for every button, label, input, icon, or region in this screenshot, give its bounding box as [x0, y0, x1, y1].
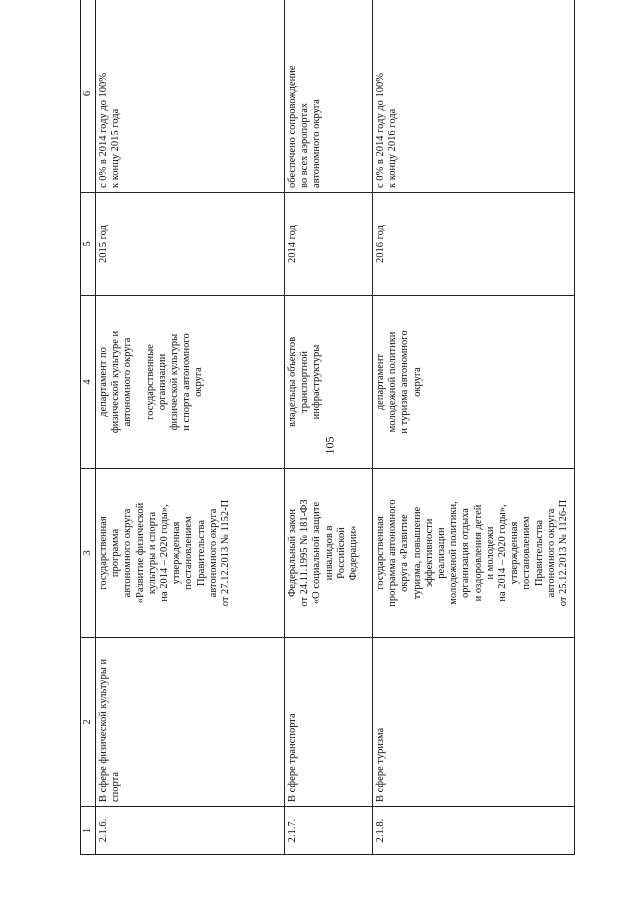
cell-line: утвержденная — [171, 521, 183, 585]
cell-line: транспортной — [299, 351, 311, 413]
table-row — [285, 0, 373, 855]
cell-line: к концу 2016 года — [387, 108, 399, 188]
sphere-cell: В сфере физической культуры и спорта — [96, 638, 285, 807]
cell-line: программа — [110, 528, 122, 578]
result-cell — [96, 0, 285, 193]
table-body — [96, 0, 575, 855]
header-col-5: 5 — [81, 193, 96, 296]
term-cell: 2015 год — [96, 193, 285, 296]
executor-cell — [373, 296, 575, 469]
cell-line: инфраструктуры — [311, 344, 323, 420]
cell-line: от 25.12.2013 № 1126-П — [558, 499, 570, 607]
executor-cell — [96, 296, 285, 469]
cell-line: автономного округа — [122, 337, 134, 427]
header-col-2: 2 — [81, 638, 96, 807]
cell-line: от 24.11.1995 № 181-ФЗ — [299, 499, 311, 607]
cell-line: округа — [193, 367, 205, 397]
header-col-4: 4 — [81, 296, 96, 469]
sphere-cell: В сфере туризма — [373, 638, 575, 807]
cell-line: государственная — [98, 516, 109, 590]
header-col-6: 6 — [81, 0, 96, 193]
rotated-table-container — [80, 49, 573, 855]
cell-line: и молодежи — [484, 526, 496, 580]
term-cell: 2016 год — [373, 193, 575, 296]
cell-line: округа — [411, 367, 423, 397]
cell-line: молодежной политики, — [448, 501, 460, 605]
cell-line: молодежной политики — [387, 331, 399, 433]
cell-line: реализации — [436, 527, 448, 579]
row-number-cell: 2.1.6. — [96, 807, 285, 855]
executor-gap — [135, 300, 145, 464]
cell-line: автономного округа — [311, 99, 323, 188]
cell-line: организации — [156, 353, 168, 411]
cell-line: Федеральный закон — [287, 509, 298, 598]
cell-line: с 0% в 2014 году до 100% — [375, 72, 386, 188]
cell-line: департамент — [375, 353, 386, 411]
header-col-1: 1 — [81, 807, 96, 855]
cell-line: «О социальной защите — [311, 501, 323, 605]
cell-line: утвержденная — [509, 521, 521, 585]
cell-line: на 2014 – 2020 годы», — [497, 504, 509, 602]
cell-line: постановлением — [521, 516, 533, 590]
executor-cell — [285, 296, 373, 469]
cell-line: обеспечено сопровождение — [287, 65, 298, 188]
sphere-cell: В сфере транспорта — [285, 638, 373, 807]
header-col-3: 3 — [81, 469, 96, 638]
legal-basis-cell — [96, 469, 285, 638]
cell-line: и спорта автономного — [181, 333, 193, 431]
cell-line: «Развитие физической — [134, 502, 146, 604]
cell-line: автономного округа — [122, 508, 134, 598]
cell-line: физической культуре и — [110, 330, 122, 434]
cell-line: Федерации» — [348, 525, 360, 581]
cell-line: владельцы объектов — [287, 336, 298, 428]
cell-line: туризма, повышение — [411, 506, 423, 600]
cell-line: округа «Развитие — [399, 514, 411, 592]
cell-line: эффективности — [423, 518, 435, 588]
cell-line: от 27.12.2013 № 1152-П — [220, 499, 232, 607]
row-number-cell: 2.1.7. — [285, 807, 373, 855]
page-number: 105 — [322, 436, 337, 455]
table-row — [96, 0, 285, 855]
cell-line: постановлением — [183, 516, 195, 590]
cell-line: с 0% в 2014 году до 100% — [98, 72, 109, 188]
table-row — [373, 0, 575, 855]
cell-line: во всех аэропортах — [299, 102, 311, 188]
cell-line: автономного округа — [207, 508, 219, 598]
result-cell — [285, 0, 373, 193]
result-cell — [373, 0, 575, 193]
cell-line: Правительства — [533, 519, 545, 587]
cell-line: автономного округа — [545, 508, 557, 598]
cell-line: инвалидов в — [323, 525, 335, 581]
cell-line: программа автономного — [387, 499, 399, 607]
cell-line: и оздоровления детей — [472, 504, 484, 602]
measures-table — [80, 0, 575, 855]
cell-line: физической культуры — [169, 333, 181, 431]
term-cell: 2014 год — [285, 193, 373, 296]
row-number-cell: 2.1.8. — [373, 807, 575, 855]
cell-line: организация отдыха — [460, 508, 472, 598]
cell-line: Российской — [335, 527, 347, 579]
legal-basis-cell — [373, 469, 575, 638]
cell-line: департамент по — [98, 347, 109, 417]
cell-line: на 2014 – 2020 годы», — [159, 504, 171, 602]
legal-basis-cell — [285, 469, 373, 638]
cell-line: Правительства — [195, 519, 207, 587]
cell-line: культуры и спорта — [146, 511, 158, 595]
cell-line: государственная — [375, 516, 386, 590]
header-row — [81, 0, 96, 855]
cell-line: государственные — [144, 344, 156, 420]
cell-line: к концу 2015 года — [110, 108, 122, 188]
cell-line: и туризма автономного — [399, 330, 411, 434]
